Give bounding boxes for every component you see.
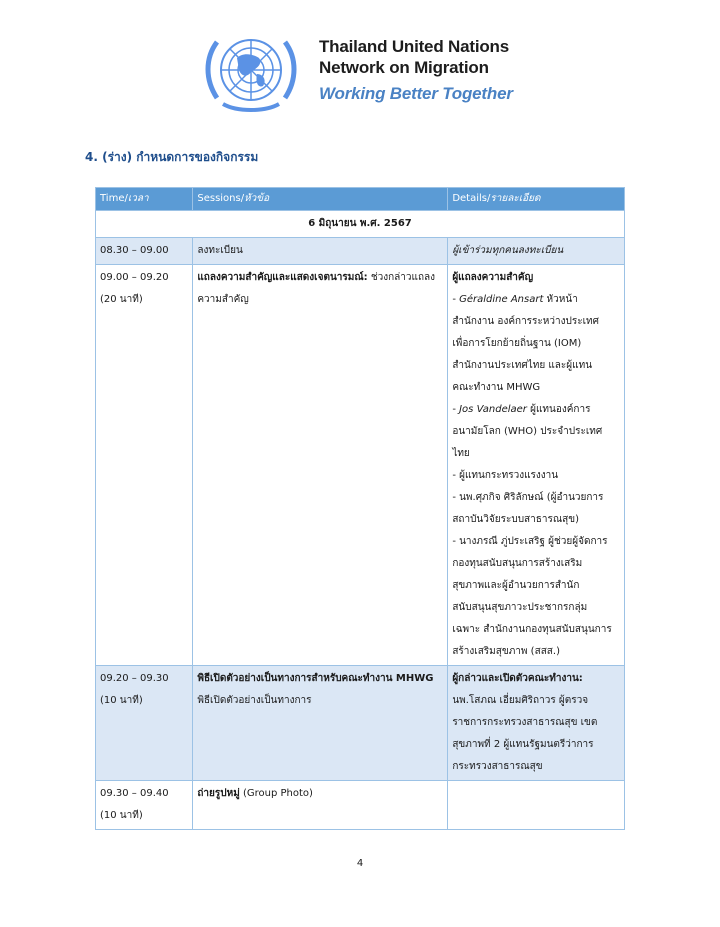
header-details	[448, 188, 625, 211]
details-line: - นางภรณี ภู่ประเสริฐ ผู้ช่วยผู้จัดการ	[452, 536, 608, 547]
session-text: ช่วงกล่าวแถลง	[367, 272, 436, 283]
details-line: - นพ.ศุภกิจ ศิริลักษณ์ (ผู้อำนวยการ	[452, 492, 604, 503]
details-line: ไทย	[452, 448, 470, 459]
details-line: นพ.โสภณ เอี่ยมศิริถาวร ผู้ตรวจ	[452, 695, 589, 706]
details-line: กองทุนสนับสนุนการสร้างเสริม	[452, 558, 583, 569]
table-header-row	[96, 188, 625, 211]
table-row	[96, 238, 625, 265]
page-header	[203, 26, 533, 116]
row-details	[448, 666, 625, 781]
row-details: ผู้เข้าร่วมทุกคนลงทะเบียน	[448, 238, 625, 265]
list-bullet: -	[452, 294, 460, 305]
header-details-en: Details/	[452, 193, 491, 204]
session-text: (Group Photo)	[239, 788, 313, 799]
details-line: สนับสนุนสุขภาวะประชากรกลุ่ม	[452, 602, 588, 613]
header-details-th: รายละเอียด	[490, 193, 541, 204]
page-number: 4	[356, 858, 364, 869]
un-emblem-icon	[203, 28, 299, 114]
header-time-en: Time/	[100, 193, 128, 204]
details-title: ผู้กล่าวและเปิดตัวคณะทำงาน:	[452, 673, 583, 684]
section-title: 4. (ร่าง) กำหนดการของกิจกรรม	[85, 150, 259, 164]
row-time-range: 09.00 – 09.20	[100, 272, 169, 283]
table-row	[96, 781, 625, 830]
details-line: อนามัยโลก (WHO) ประจำประเทศ	[452, 426, 603, 437]
org-name-line1: Thailand United Nations	[319, 37, 509, 56]
list-bullet: -	[452, 404, 460, 415]
row-time	[96, 666, 193, 781]
details-line: สำนักงาน องค์การระหว่างประเทศ	[452, 316, 599, 327]
details-line: กระทรวงสาธารณสุข	[452, 761, 543, 772]
header-sessions-en: Sessions/	[197, 193, 245, 204]
speaker-role: หัวหน้า	[543, 294, 578, 305]
details-line: คณะทำงาน MHWG	[452, 382, 541, 393]
row-duration: (10 นาที)	[100, 695, 143, 706]
tagline: Working Better Together	[319, 84, 513, 103]
session-title: พิธีเปิดตัวอย่างเป็นทางการสำหรับคณะทำงาน MHWG	[197, 673, 434, 684]
details-line: เฉพาะ สำนักงานกองทุนสนับสนุนการ	[452, 624, 612, 635]
details-line: ราชการกระทรวงสาธารณสุข เขต	[452, 717, 598, 728]
row-session	[193, 265, 448, 666]
schedule-table	[95, 187, 625, 830]
table-row	[96, 666, 625, 781]
header-time-th: เวลา	[127, 193, 149, 204]
row-duration: (20 นาที)	[100, 294, 143, 305]
session-title: ถ่ายรูปหมู่	[197, 788, 240, 799]
row-session	[193, 781, 448, 830]
row-duration: (10 นาที)	[100, 810, 143, 821]
row-time	[96, 265, 193, 666]
row-time-range: 09.30 – 09.40	[100, 788, 169, 799]
session-title: แถลงความสำคัญและแสดงเจตนารมณ์:	[197, 272, 368, 283]
details-line: สถาบันวิจัยระบบสาธารณสุข)	[452, 514, 579, 525]
row-time	[96, 781, 193, 830]
header-sessions-th: หัวข้อ	[244, 193, 270, 204]
details-line: สำนักงานประเทศไทย และผู้แทน	[452, 360, 593, 371]
header-sessions	[193, 188, 448, 211]
day-row	[96, 211, 625, 238]
details-line: สุขภาพและผู้อำนวยการสำนัก	[452, 580, 580, 591]
speaker-name: Géraldine Ansart	[459, 294, 544, 305]
details-line: สุขภาพที่ 2 ผู้แทนรัฐมนตรีว่าการ	[452, 739, 594, 750]
row-session: ลงทะเบียน	[193, 238, 448, 265]
row-session	[193, 666, 448, 781]
table-row	[96, 265, 625, 666]
row-time-range: 09.20 – 09.30	[100, 673, 169, 684]
details-line: เพื่อการโยกย้ายถิ่นฐาน (IOM)	[452, 338, 582, 349]
session-text-line2: ความสำคัญ	[197, 294, 249, 305]
header-time	[96, 188, 193, 211]
details-line: - ผู้แทนกระทรวงแรงงาน	[452, 470, 559, 481]
row-details	[448, 781, 625, 830]
details-line: สร้างเสริมสุขภาพ (สสส.)	[452, 646, 560, 657]
org-name-line2: Network on Migration	[319, 58, 489, 77]
speaker-role: ผู้แทนองค์การ	[526, 404, 591, 415]
speaker-name: Jos Vandelaer	[459, 404, 527, 415]
session-text-line2: พิธีเปิดตัวอย่างเป็นทางการ	[197, 695, 312, 706]
org-name	[319, 36, 509, 78]
day-label: 6 มิถุนายน พ.ศ. 2567	[96, 211, 625, 238]
details-title: ผู้แถลงความสำคัญ	[452, 272, 534, 283]
row-time: 08.30 – 09.00	[96, 238, 193, 265]
row-details	[448, 265, 625, 666]
